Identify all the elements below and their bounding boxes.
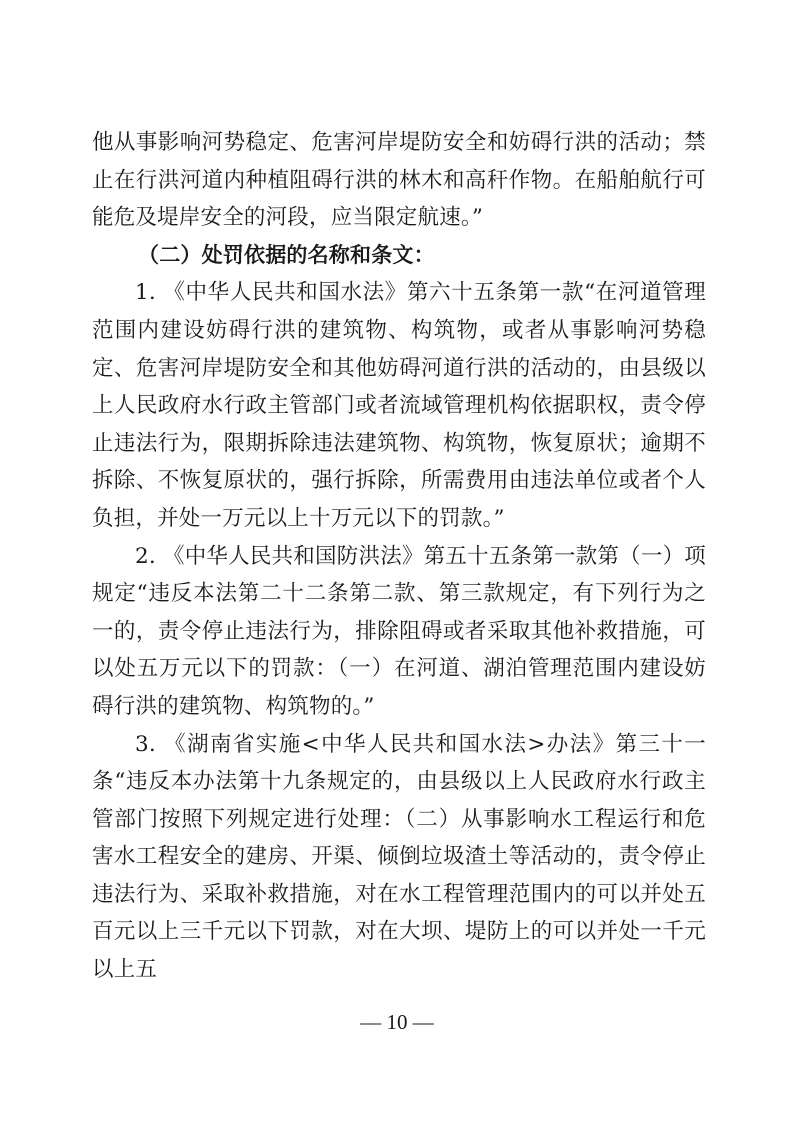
paragraph-continuation: 他从事影响河势稳定、危害河岸堤防安全和妨碍行洪的活动；禁止在行洪河道内种植阻碍行洪的林木和高秆作物。在船舶航行可能危及堤岸安全的河段，应当限定航速。” <box>92 130 706 231</box>
paragraph-item-2: 2. 《中华人民共和国防洪法》第五十五条第一款第（一）项规定“违反本法第二十二条第二款、第三款规定，有下列行为之一的，责令停止违法行为，排除阻碍或者采取其他补救措施，可以处五万元以下的罚款：（一）在河道、湖泊管理范围内建设妨碍行洪的建筑物、构筑物的。” <box>92 543 706 719</box>
page-number: — 10 — <box>360 1010 434 1034</box>
section-heading: （二）处罚依据的名称和条文： <box>138 242 435 267</box>
paragraph-item-1: 1. 《中华人民共和国水法》第六十五条第一款“在河道管理范围内建设妨碍行洪的建筑物、构筑物，或者从事影响河势稳定、危害河岸堤防安全和其他妨碍河道行洪的活动的，由县级以上人民政府水行政主管部门或者流域管理机构依据职权，责令停止违法行为，限期拆除违法建筑物、构筑物，恢复原状；逾期不拆除、不恢复原状的，强行拆除，所需费用由违法单位或者个人负担，并处一万元以上十万元以下的罚款。” <box>92 280 706 531</box>
document-body <box>92 124 706 989</box>
paragraph-item-3: 3. 《湖南省实施<中华人民共和国水法>办法》第三十一条“违反本办法第十九条规定的，由县级以上人民政府水行政主管部门按照下列规定进行处理：（二）从事影响水工程运行和危害水工程安全的建房、开渠、倾倒垃圾渣土等活动的，责令停止违法行为、采取补救措施，对在水工程管理范围内的可以并处五百元以上三千元以下罚款，对在大坝、堤防上的可以并处一千元以上五 <box>92 731 706 983</box>
